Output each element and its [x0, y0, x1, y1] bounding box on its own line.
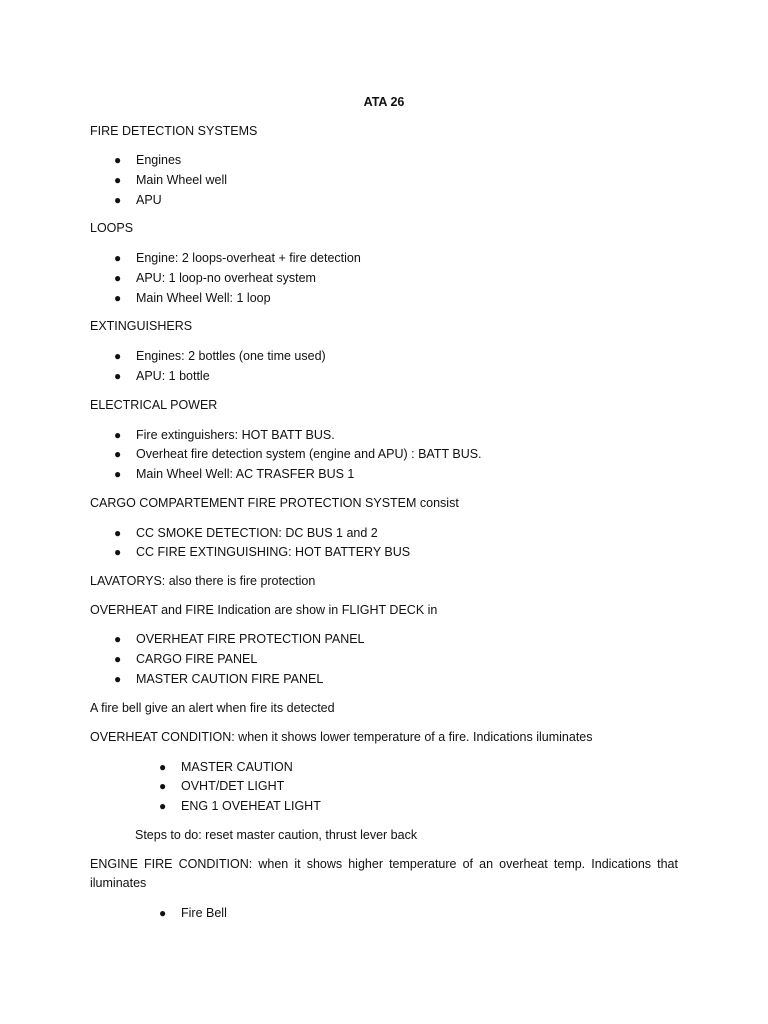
list-item: ● Engine: 2 loops-overheat + fire detection	[114, 251, 361, 265]
list-item: ● MASTER CAUTION	[159, 760, 293, 774]
bullet-icon: ●	[114, 173, 122, 187]
list-item: ● CC SMOKE DETECTION: DC BUS 1 and 2	[114, 526, 378, 540]
list-item: ● Fire extinguishers: HOT BATT BUS.	[114, 428, 335, 442]
indication-heading: OVERHEAT and FIRE Indication are show in FLIGHT DECK in	[90, 603, 438, 617]
list-item: ● MASTER CAUTION FIRE PANEL	[114, 672, 324, 686]
fire-bell-note: A fire bell give an alert when fire its detected	[90, 701, 335, 715]
section-heading-electrical-power: ELECTRICAL POWER	[90, 398, 218, 412]
list-item: ● Overheat fire detection system (engine and APU) : BATT BUS.	[114, 447, 482, 461]
engine-fire-condition: ENGINE FIRE CONDITION: when it shows higher temperature of an overheat temp. Indications that iluminates	[90, 857, 678, 890]
section-heading-cargo: CARGO COMPARTEMENT FIRE PROTECTION SYSTEM consist	[90, 496, 459, 510]
section-heading-loops: LOOPS	[90, 221, 134, 235]
bullet-icon: ●	[159, 760, 167, 774]
list-item: ● Engines: 2 bottles (one time used)	[114, 349, 326, 363]
list-item: ● ENG 1 OVEHEAT LIGHT	[159, 799, 321, 813]
bullet-icon: ●	[159, 779, 167, 793]
list-item: ● Main Wheel well	[114, 173, 228, 187]
list-item: ● Main Wheel Well: 1 loop	[114, 291, 271, 305]
bullet-icon: ●	[159, 799, 167, 813]
list-item: ● Fire Bell	[159, 906, 227, 920]
bullet-icon: ●	[114, 349, 122, 363]
bullet-icon: ●	[114, 672, 122, 686]
steps-note: Steps to do: reset master caution, thrust lever back	[135, 828, 418, 842]
list-item: ● CC FIRE EXTINGUISHING: HOT BATTERY BUS	[114, 545, 411, 559]
bullet-icon: ●	[114, 369, 122, 383]
bullet-icon: ●	[114, 251, 122, 265]
list-item: ● OVHT/DET LIGHT	[159, 779, 285, 793]
lavatorys-note: LAVATORYS: also there is fire protection	[90, 574, 316, 588]
list-item: ● Engines	[114, 153, 182, 167]
section-heading-extinguishers: EXTINGUISHERS	[90, 319, 193, 333]
bullet-icon: ●	[114, 271, 122, 285]
bullet-icon: ●	[114, 447, 122, 461]
bullet-icon: ●	[159, 906, 167, 920]
bullet-icon: ●	[114, 467, 122, 481]
bullet-icon: ●	[114, 652, 122, 666]
bullet-icon: ●	[114, 545, 122, 559]
bullet-icon: ●	[114, 193, 122, 207]
list-item: ● APU: 1 bottle	[114, 369, 210, 383]
list-item: ● APU	[114, 193, 162, 207]
list-item: ● APU: 1 loop-no overheat system	[114, 271, 316, 285]
bullet-icon: ●	[114, 632, 122, 646]
list-item: ● OVERHEAT FIRE PROTECTION PANEL	[114, 632, 365, 646]
bullet-icon: ●	[114, 526, 122, 540]
overheat-condition: OVERHEAT CONDITION: when it shows lower temperature of a fire. Indications iluminates	[90, 730, 593, 744]
bullet-icon: ●	[114, 291, 122, 305]
bullet-icon: ●	[114, 153, 122, 167]
bullet-icon: ●	[114, 428, 122, 442]
list-item: ● CARGO FIRE PANEL	[114, 652, 258, 666]
list-item: ● Main Wheel Well: AC TRASFER BUS 1	[114, 467, 355, 481]
document-title: ATA 26	[363, 95, 405, 109]
section-heading-fire-detection: FIRE DETECTION SYSTEMS	[90, 124, 258, 138]
